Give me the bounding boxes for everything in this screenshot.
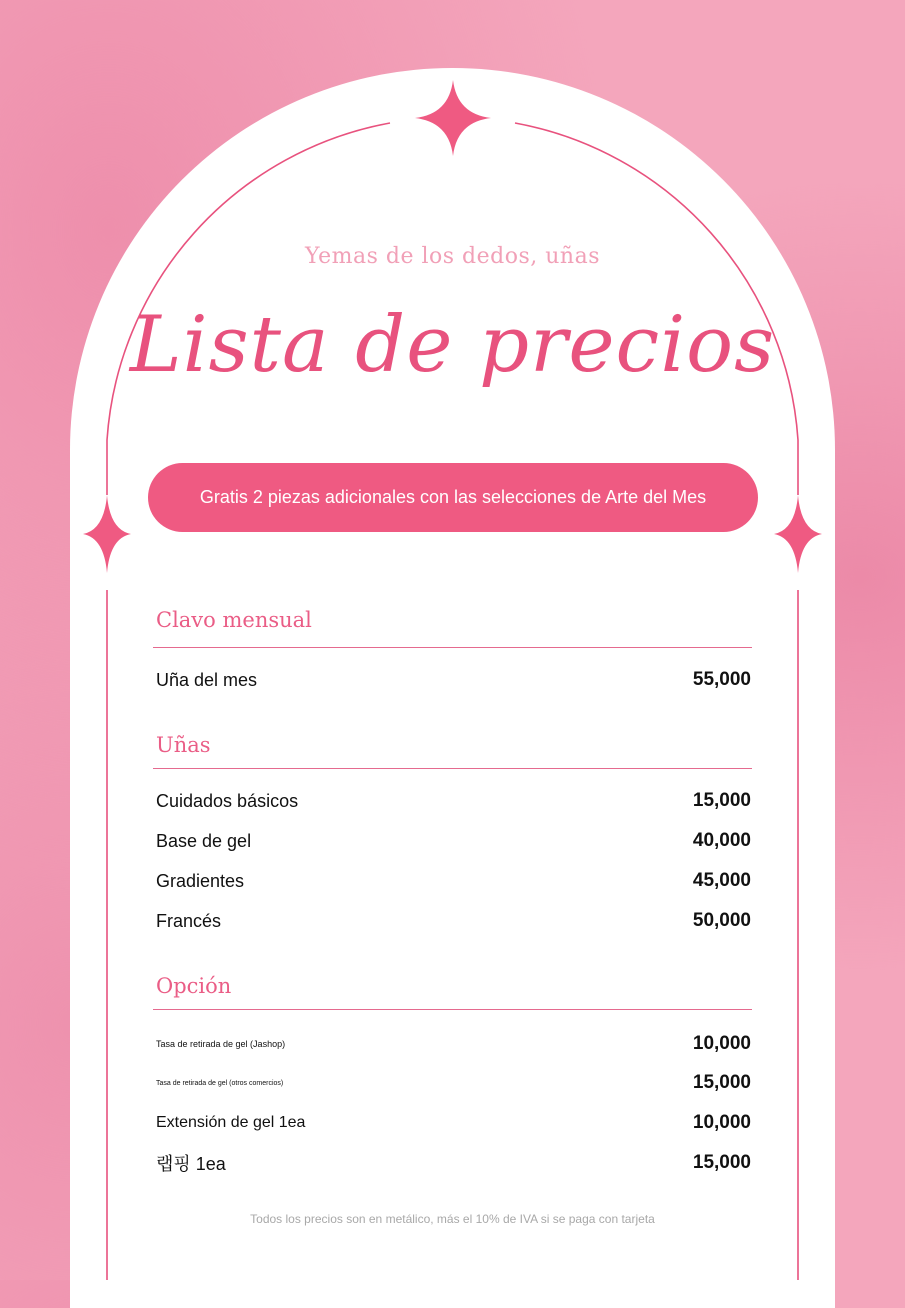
item-name: Tasa de retirada de gel (otros comercios) <box>156 1079 284 1087</box>
subtitle: Yemas de los dedos, uñas <box>304 244 600 269</box>
item-name: 랩핑 1ea <box>156 1154 226 1174</box>
item-price: 10,000 <box>692 1112 751 1133</box>
price-row <box>156 1070 751 1096</box>
price-row <box>156 788 751 814</box>
item-price: 15,000 <box>692 790 751 811</box>
item-name: Uña del mes <box>156 669 258 690</box>
section-title-monthly: Clavo mensual <box>156 608 312 632</box>
price-row <box>156 667 751 693</box>
price-row <box>156 868 751 894</box>
promo-text: Gratis 2 piezas adicionales con las selecciones de Arte del Mes <box>199 487 707 507</box>
item-name: Base de gel <box>156 830 252 851</box>
price-row <box>156 1031 751 1057</box>
item-name: Extensión de gel 1ea <box>156 1114 306 1131</box>
footnote: Todos los precios son en metálico, más el 10% de IVA si se paga con tarjeta <box>250 1212 655 1226</box>
divider <box>153 647 752 648</box>
item-price: 45,000 <box>692 870 751 891</box>
item-price: 15,000 <box>692 1072 751 1093</box>
item-name: Tasa de retirada de gel (Jashop) <box>156 1039 286 1049</box>
item-name: Gradientes <box>156 870 245 891</box>
item-name: Cuidados básicos <box>156 790 299 811</box>
page-title: Lista de precios <box>129 300 776 390</box>
price-row <box>156 908 751 934</box>
divider <box>153 1009 752 1010</box>
item-price: 40,000 <box>692 830 751 851</box>
divider <box>153 768 752 769</box>
price-row <box>156 1110 751 1136</box>
price-row <box>156 1150 751 1176</box>
promo-banner <box>148 463 758 532</box>
section-title-nails: Uñas <box>156 733 211 757</box>
item-price: 55,000 <box>692 669 751 690</box>
item-name: Francés <box>156 910 222 931</box>
item-price: 10,000 <box>692 1033 751 1054</box>
item-price: 15,000 <box>692 1152 751 1173</box>
item-price: 50,000 <box>692 910 751 931</box>
price-row <box>156 828 751 854</box>
section-title-options: Opción <box>156 974 232 998</box>
